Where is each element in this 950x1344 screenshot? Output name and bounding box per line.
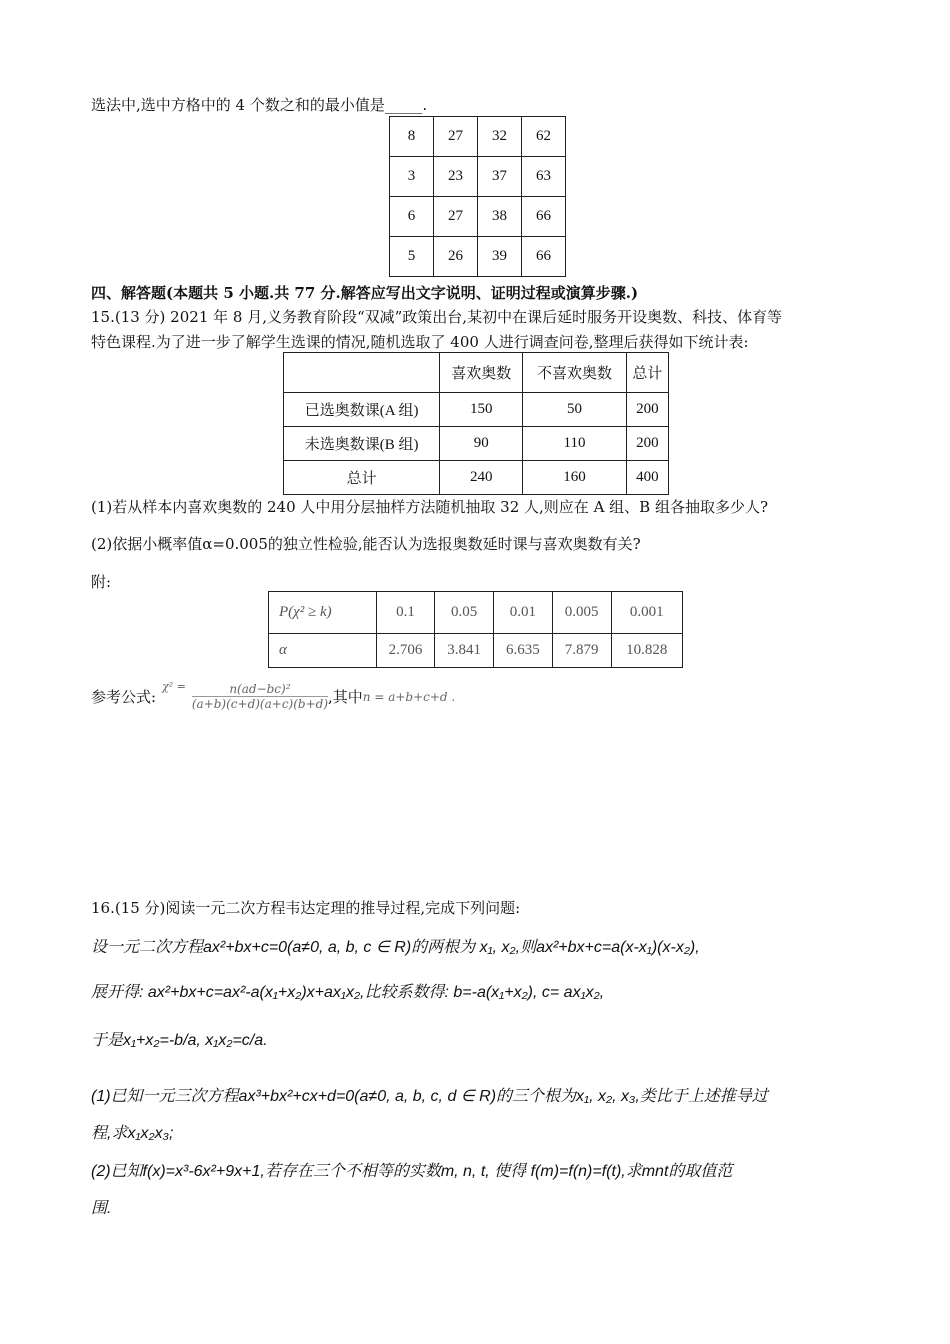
table-header-row (284, 353, 669, 393)
table-cell: 7.879 (552, 634, 611, 668)
table-cell: 200 (626, 393, 668, 427)
table-cell: 240 (440, 461, 523, 495)
table-cell: 总计 (284, 461, 440, 495)
table-cell: 110 (523, 427, 626, 461)
table-row (269, 592, 683, 634)
table-cell: 23 (434, 157, 478, 197)
table-cell: 0.05 (435, 592, 494, 634)
table-cell: 27 (434, 117, 478, 157)
table-cell: 0.005 (552, 592, 611, 634)
table-row (269, 634, 683, 668)
formula-where: ,其中 (328, 688, 363, 706)
formula-label: 参考公式: (91, 688, 157, 706)
critical-value-table (268, 591, 683, 668)
table-cell: 160 (523, 461, 626, 495)
grid-row (390, 117, 566, 157)
q16-line1: 16.(15 分)阅读一元二次方程韦达定理的推导过程,完成下列问题: (91, 899, 521, 917)
formula-lhs: χ² = (162, 680, 186, 693)
table-cell: 6 (390, 197, 434, 237)
q14-tail: 选法中,选中方格中的 4 个数之和的最小值是_____. (91, 96, 428, 114)
formula-numerator: n(ad−bc)² (192, 682, 328, 697)
q16-part1-a: (1)已知一元三次方程ax³+bx²+cx+d=0(a≠0, a, b, c, d ∈ R)的三个根为x₁, x₂, x₃,类比于上述推导过 (91, 1088, 768, 1105)
table-cell: 8 (390, 117, 434, 157)
q16-line2: 设一元二次方程ax²+bx+c=0(a≠0, a, b, c ∈ R)的两根为 x₁, x₂,则ax²+bx+c=a(x-x₁)(x-x₂), (91, 939, 700, 956)
table-cell: 6.635 (494, 634, 553, 668)
table-cell: α (269, 634, 377, 668)
table-cell: 2.706 (376, 634, 435, 668)
table-cell: P(χ² ≥ k) (269, 592, 377, 634)
table-cell: 0.001 (611, 592, 682, 634)
grid-row (390, 197, 566, 237)
table-cell: 50 (523, 393, 626, 427)
table-cell: 66 (522, 237, 566, 277)
table-cell: 26 (434, 237, 478, 277)
table-row (284, 393, 669, 427)
table-cell: 32 (478, 117, 522, 157)
table-cell: 62 (522, 117, 566, 157)
table-cell: 150 (440, 393, 523, 427)
q16-part1-b: 程,求x₁x₂x₃; (91, 1125, 174, 1142)
formula-denominator: (a+b)(c+d)(a+c)(b+d) (191, 697, 329, 711)
number-grid (389, 116, 566, 277)
table-row (284, 461, 669, 495)
table-cell: 10.828 (611, 634, 682, 668)
table-cell: 喜欢奥数 (440, 353, 523, 393)
table-cell: 400 (626, 461, 668, 495)
table-cell: 39 (478, 237, 522, 277)
table-cell: 0.1 (376, 592, 435, 634)
q15-line2: 特色课程.为了进一步了解学生选课的情况,随机选取了 400 人进行调查问卷,整理后获得如下统计表: (91, 333, 749, 351)
table-cell: 37 (478, 157, 522, 197)
q16-part2-a: (2)已知f(x)=x³-6x²+9x+1,若存在三个不相等的实数m, n, t, 使得 f(m)=f(n)=f(t),求mnt的取值范 (91, 1163, 733, 1180)
table-cell: 未选奥数课(B 组) (284, 427, 440, 461)
q16-part2-b: 围. (91, 1200, 112, 1217)
table-cell: 0.01 (494, 592, 553, 634)
table-cell: 3 (390, 157, 434, 197)
q15-part2: (2)依据小概率值α=0.005的独立性检验,能否认为选报奥数延时课与喜欢奥数有关? (91, 535, 641, 553)
reference-formula (91, 682, 455, 711)
table-cell: 27 (434, 197, 478, 237)
table-cell: 66 (522, 197, 566, 237)
q16-line3: 展开得: ax²+bx+c=ax²-a(x₁+x₂)x+ax₁x₂,比较系数得: b=-a(x₁+x₂), c= ax₁x₂, (91, 984, 605, 1001)
table-cell: 63 (522, 157, 566, 197)
table-cell: 已选奥数课(A 组) (284, 393, 440, 427)
q15-part1: (1)若从样本内喜欢奥数的 240 人中用分层抽样方法随机抽取 32 人,则应在 A 组、B 组各抽取多少人? (91, 498, 769, 516)
q15-line1: 15.(13 分) 2021 年 8 月,义务教育阶段“双减”政策出台,某初中在课后延时服务开设奥数、科技、体育等 (91, 308, 783, 326)
table-cell: 38 (478, 197, 522, 237)
table-row (284, 427, 669, 461)
table-cell: 总计 (626, 353, 668, 393)
formula-n: n = a+b+c+d . (362, 689, 456, 704)
table-cell: 3.841 (435, 634, 494, 668)
survey-table (283, 352, 669, 495)
table-cell: 90 (440, 427, 523, 461)
table-cell: 不喜欢奥数 (523, 353, 626, 393)
table-cell (284, 353, 440, 393)
q16-line4: 于是x₁+x₂=-b/a, x₁x₂=c/a. (91, 1032, 268, 1049)
appendix-label: 附: (91, 573, 112, 591)
grid-row (390, 157, 566, 197)
grid-row (390, 237, 566, 277)
section-header: 四、解答题(本题共 5 小题.共 77 分.解答应写出文字说明、证明过程或演算步骤.) (91, 284, 639, 302)
formula-fraction (192, 682, 328, 711)
table-cell: 200 (626, 427, 668, 461)
table-cell: 5 (390, 237, 434, 277)
